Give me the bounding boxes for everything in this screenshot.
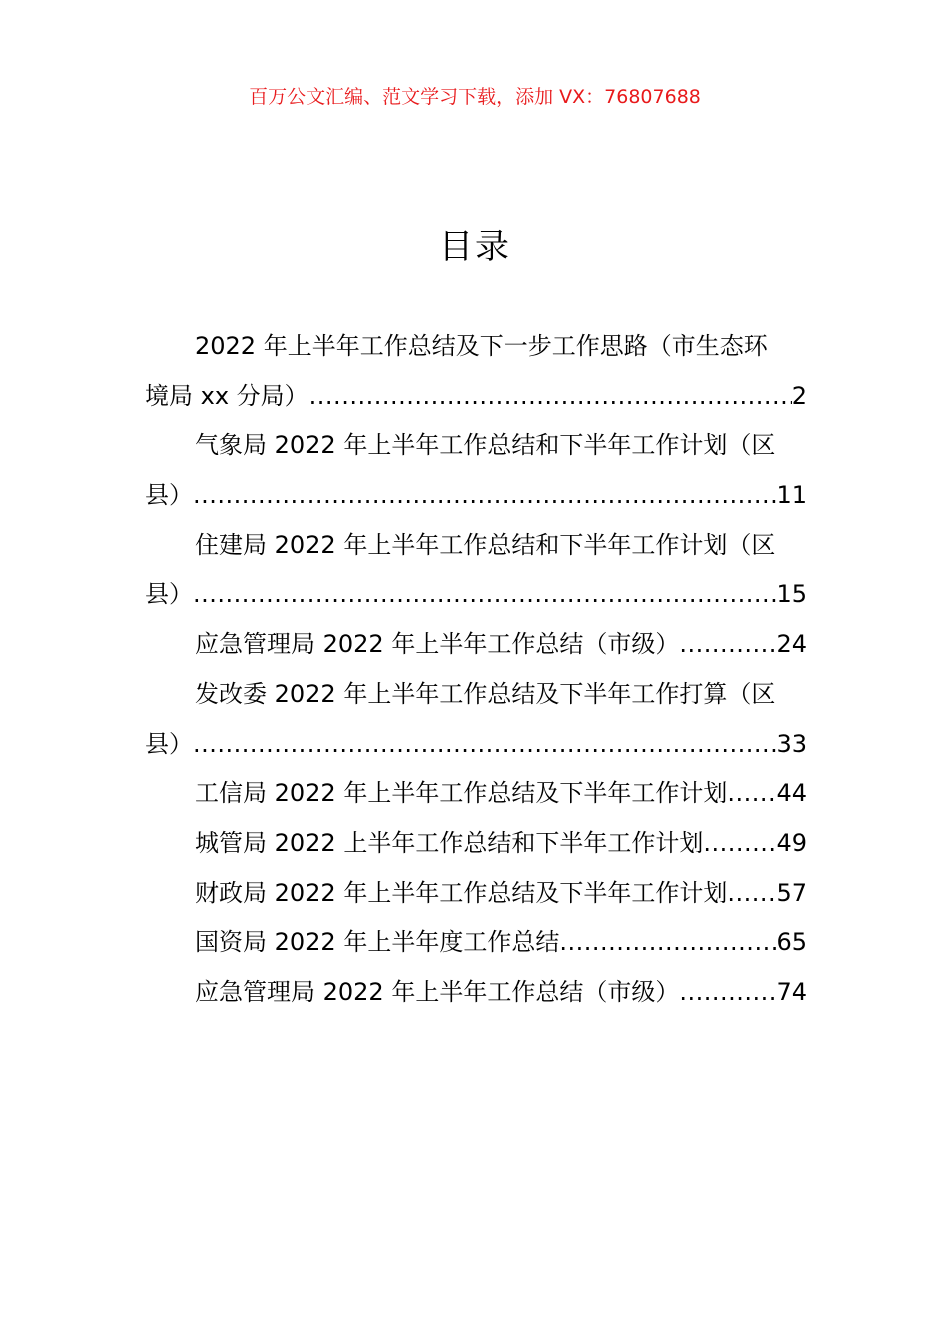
toc-entry-title: 城管局 2022 上半年工作总结和下半年工作计划 <box>195 828 704 857</box>
page-title: 目录 <box>439 227 511 267</box>
toc-entry-line[interactable] <box>145 521 807 571</box>
toc-entry-line[interactable] <box>145 918 807 968</box>
toc-entry-title-cont: 县） <box>145 729 193 758</box>
dot-leader <box>309 372 792 422</box>
toc-page-number: 33 <box>776 729 807 758</box>
toc-entry-title: 发改委 2022 年上半年工作总结及下半年工作打算（区 <box>195 679 776 708</box>
toc-entry-title: 气象局 2022 年上半年工作总结和下半年工作计划（区 <box>195 431 776 460</box>
toc-entry-title: 应急管理局 2022 年上半年工作总结（市级） <box>195 630 680 659</box>
toc-entry-title: 应急管理局 2022 年上半年工作总结（市级） <box>195 977 680 1006</box>
toc-entry-line[interactable] <box>145 620 807 670</box>
dot-leader <box>193 570 776 620</box>
dot-leader <box>193 720 776 770</box>
dot-leader <box>679 968 776 1018</box>
header-note: 百万公文汇编、范文学习下载，添加 VX：76807688 <box>249 86 701 108</box>
dot-leader <box>193 471 776 521</box>
toc-entry-title-cont: 县） <box>145 580 193 609</box>
toc-page-number: 11 <box>776 481 807 510</box>
toc-entry-line[interactable] <box>145 819 807 869</box>
toc-page-number: 44 <box>776 779 807 808</box>
toc-entry-line[interactable] <box>145 570 807 620</box>
toc-entry-line[interactable] <box>145 968 807 1018</box>
toc-page-number: 24 <box>776 630 807 659</box>
toc-entry-title-cont: 境局 xx 分局） <box>145 381 309 410</box>
toc-entry-title: 住建局 2022 年上半年工作总结和下半年工作计划（区 <box>195 530 776 559</box>
toc-page-number: 57 <box>776 878 807 907</box>
toc-entry-title-cont: 县） <box>145 481 193 510</box>
toc-page-number: 49 <box>776 828 807 857</box>
toc-entry-line[interactable] <box>145 769 807 819</box>
toc-entry-title: 国资局 2022 年上半年度工作总结 <box>195 928 560 957</box>
toc-entry-line[interactable] <box>145 372 807 422</box>
dot-leader <box>559 918 776 968</box>
toc-page-number: 65 <box>776 928 807 957</box>
toc-entry-line[interactable] <box>145 670 807 720</box>
dot-leader <box>703 819 776 869</box>
toc-entry-title: 2022 年上半年工作总结及下一步工作思路（市生态环 <box>195 332 768 360</box>
toc-entry-line[interactable] <box>145 720 807 770</box>
toc-entry-line[interactable] <box>145 421 807 471</box>
table-of-contents <box>145 322 807 1018</box>
toc-entry-line[interactable] <box>145 869 807 919</box>
dot-leader <box>727 769 776 819</box>
toc-page-number: 74 <box>776 977 807 1006</box>
toc-entry-title: 财政局 2022 年上半年工作总结及下半年工作计划 <box>195 878 728 907</box>
toc-page-number: 2 <box>791 381 807 410</box>
toc-entry-line[interactable] <box>145 322 807 372</box>
toc-entry-line[interactable] <box>145 471 807 521</box>
toc-page-number: 15 <box>776 580 807 609</box>
toc-entry-title: 工信局 2022 年上半年工作总结及下半年工作计划 <box>195 779 728 808</box>
dot-leader <box>727 869 776 919</box>
dot-leader <box>679 620 776 670</box>
